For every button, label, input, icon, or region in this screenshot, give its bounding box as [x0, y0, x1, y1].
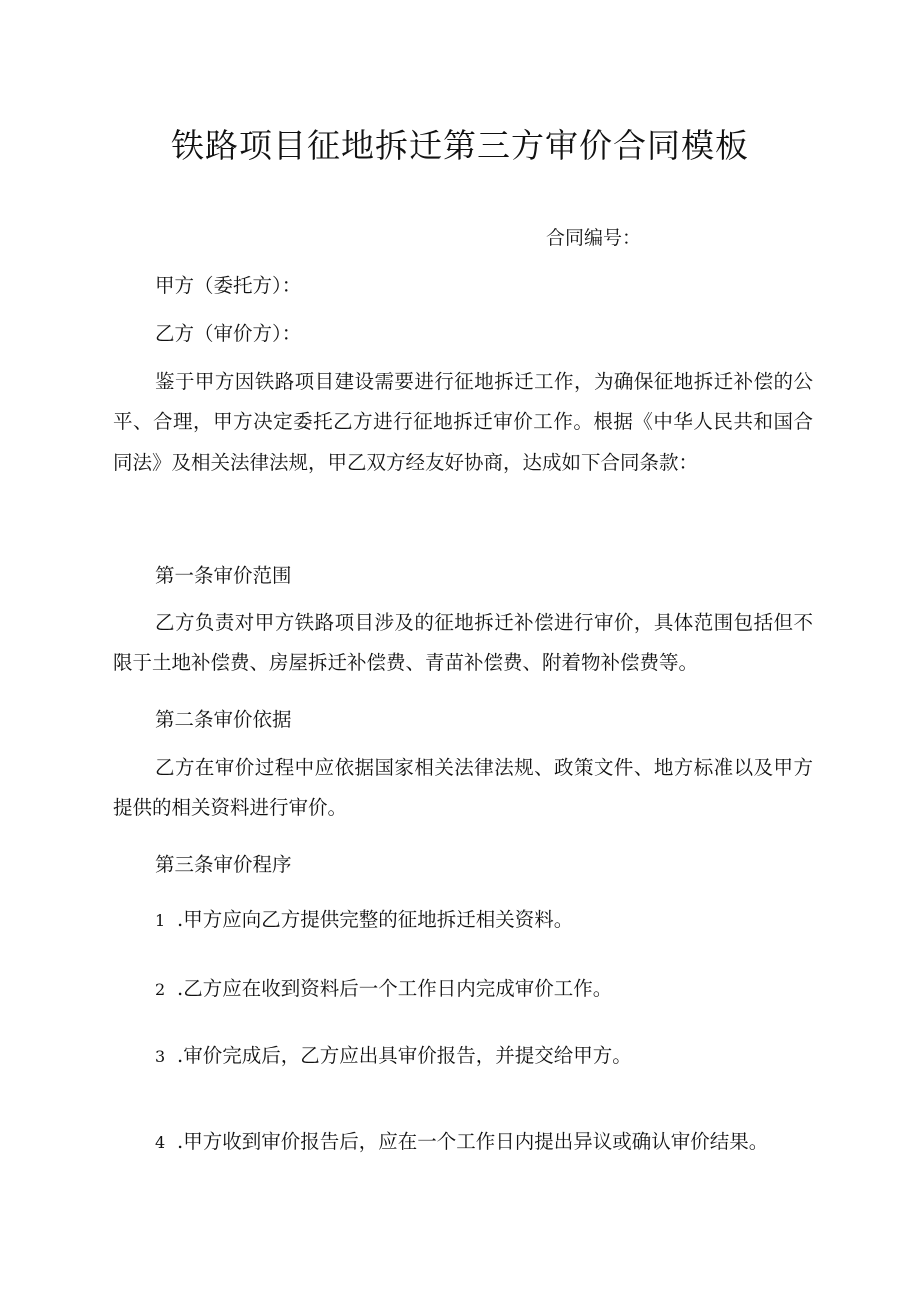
party-b-label: 乙方（审价方）：: [155, 322, 302, 345]
list-item-number: 2: [155, 980, 166, 999]
list-item: [155, 1128, 768, 1157]
list-item-number: 4: [155, 1133, 166, 1152]
list-item: [155, 906, 573, 935]
list-item-text: .乙方应在收到资料后一个工作日内完成审价工作。: [177, 977, 613, 1000]
party-a-label: 甲方（委托方）：: [155, 274, 302, 297]
preamble-paragraph: 鉴于甲方因铁路项目建设需要进行征地拆迁工作，为确保征地拆迁补偿的公平、合理，甲方决定委托乙方进行征地拆迁审价工作。根据《中华人民共和国合同法》及相关法律法规，甲乙双方经友好协商，达成如下合同条款：: [113, 370, 813, 474]
list-item-text: .甲方应向乙方提供完整的征地拆迁相关资料。: [177, 908, 574, 931]
list-item-number: 1: [155, 911, 166, 930]
list-item-number: 3: [155, 1047, 166, 1066]
article1-body: 乙方负责对甲方铁路项目涉及的征地拆迁补偿进行审价，具体范围包括但不限于土地补偿费、房屋拆迁补偿费、青苗补偿费、附着物补偿费等。: [113, 611, 813, 675]
list-item-text: .甲方收到审价报告后，应在一个工作日内提出异议或确认审价结果。: [177, 1130, 769, 1153]
article1-heading: 第一条审价范围: [155, 564, 292, 587]
article2-heading: 第二条审价依据: [155, 708, 292, 731]
contract-number-label: 合同编号：: [546, 227, 642, 249]
article3-heading: 第三条审价程序: [155, 853, 292, 876]
list-item: [155, 975, 612, 1004]
article2-body: 乙方在审价过程中应依据国家相关法律法规、政策文件、地方标准以及甲方提供的相关资料进行审价。: [113, 756, 813, 820]
list-item-text: .审价完成后，乙方应出具审价报告，并提交给甲方。: [177, 1044, 632, 1067]
list-item: [155, 1042, 632, 1071]
document-title: 铁路项目征地拆迁第三方审价合同模板: [171, 126, 749, 165]
